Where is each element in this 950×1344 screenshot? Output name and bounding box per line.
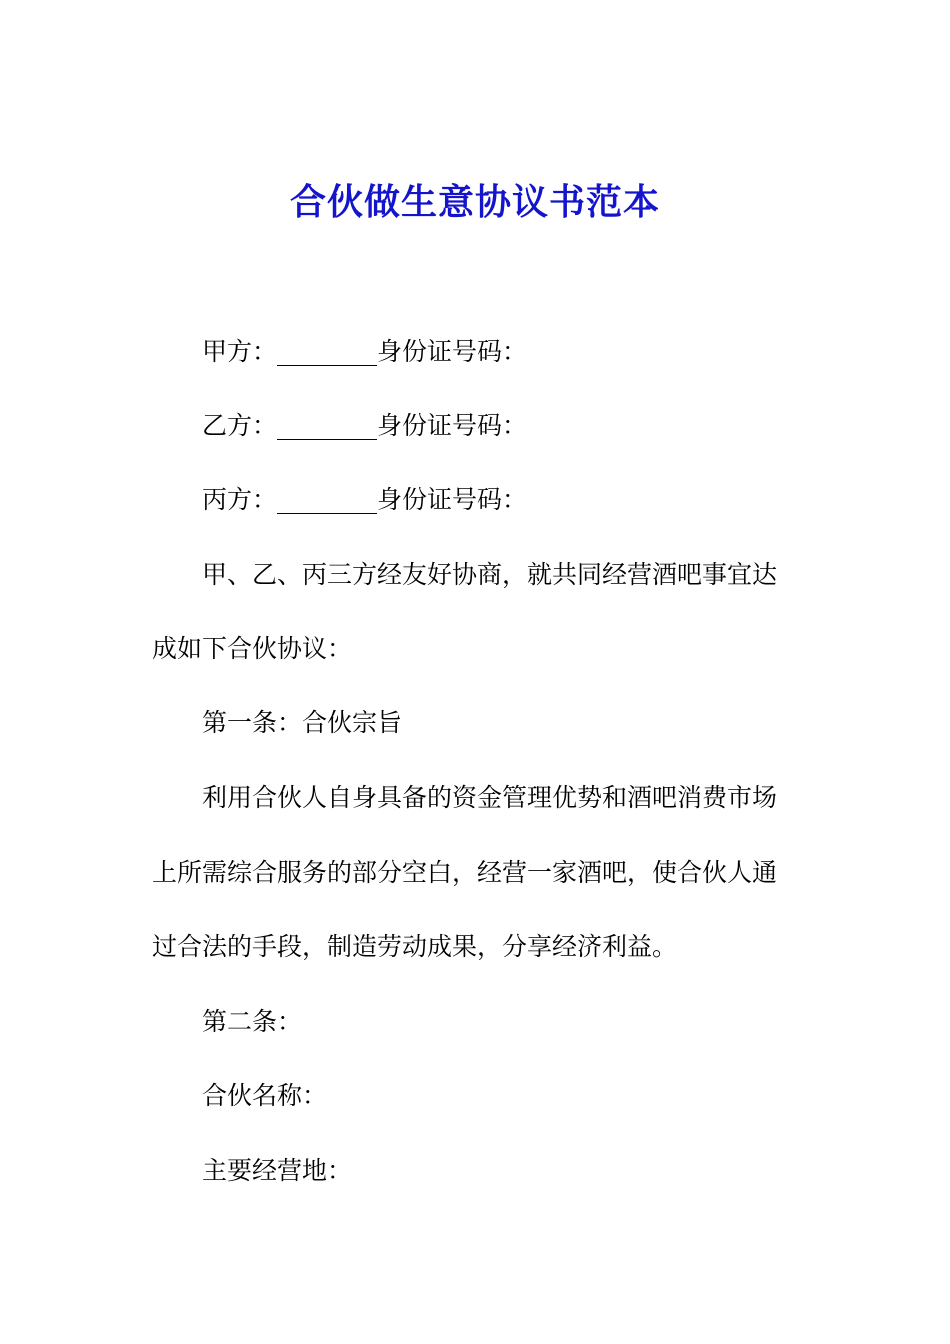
party-a-line: 甲方：________身份证号码：	[202, 337, 528, 366]
intro-paragraph-line-1: 甲、乙、丙三方经友好协商，就共同经营酒吧事宜达	[202, 560, 778, 589]
article-1-paragraph-line-3: 过合法的手段，制造劳动成果，分享经济利益。	[152, 932, 678, 961]
intro-paragraph-line-2: 成如下合伙协议：	[152, 634, 353, 663]
main-business-location-field: 主要经营地：	[202, 1156, 353, 1185]
article-1-paragraph-line-1: 利用合伙人自身具备的资金管理优势和酒吧消费市场	[202, 783, 778, 812]
article-1-heading: 第一条：合伙宗旨	[202, 708, 403, 737]
party-c-line: 丙方：________身份证号码：	[202, 485, 528, 514]
document-title: 合伙做生意协议书范本	[289, 181, 660, 223]
partnership-name-field: 合伙名称：	[202, 1081, 328, 1110]
party-b-line: 乙方：________身份证号码：	[202, 411, 528, 440]
article-1-paragraph-line-2: 上所需综合服务的部分空白，经营一家酒吧，使合伙人通	[152, 858, 778, 887]
article-2-heading: 第二条：	[202, 1007, 303, 1036]
